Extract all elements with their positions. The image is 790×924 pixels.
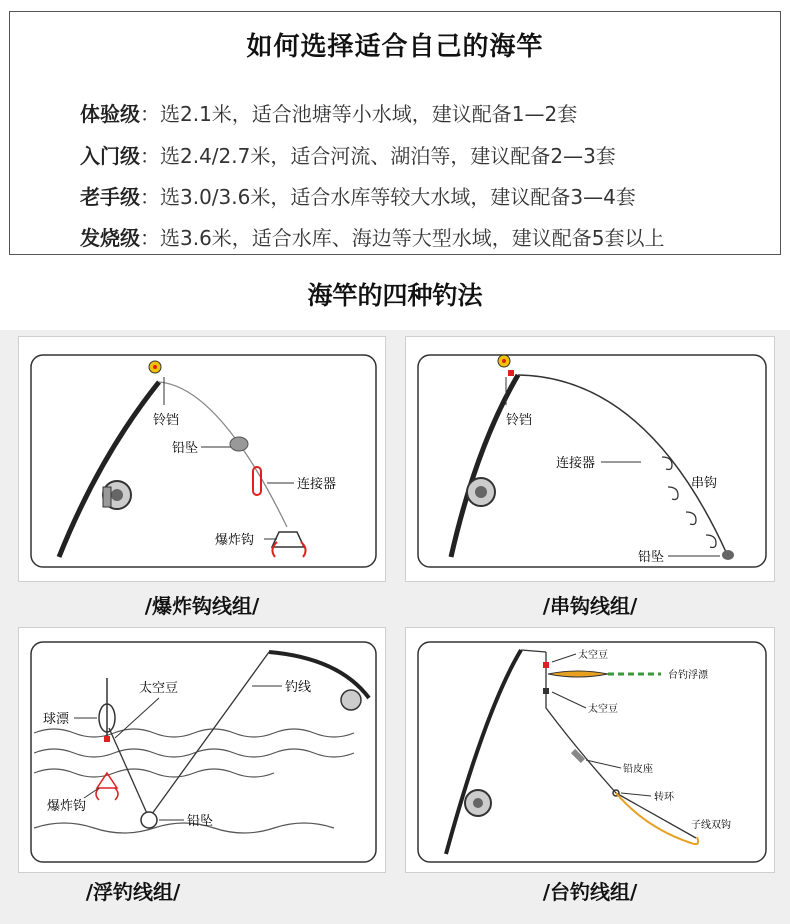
level-row-enthusiast <box>80 222 665 251</box>
bean-dot <box>104 736 110 742</box>
label-float: 台钓浮漂 <box>668 670 708 681</box>
intro-box <box>9 11 781 255</box>
level-desc: 选3.6米，适合水库、海边等大型水域，建议配备5套以上 <box>160 226 665 250</box>
leader-bean-top <box>552 654 576 662</box>
reel-icon <box>465 790 491 816</box>
sinker-icon <box>722 550 734 560</box>
label-hook: 串钩 <box>691 476 718 491</box>
explosive-rig-diagram <box>19 337 387 583</box>
bell-icon <box>498 355 510 367</box>
level-name: 发烧级 <box>80 226 140 250</box>
label-bell: 铃铛 <box>506 413 533 428</box>
methods-title: 海竿的四种钓法 <box>307 281 483 310</box>
label-bean-top: 太空豆 <box>578 650 608 661</box>
rod <box>446 650 521 854</box>
leader-swivel <box>621 793 651 796</box>
caption-float: /浮钓线组/ <box>85 880 181 904</box>
rod <box>451 375 518 557</box>
label-connector: 连接器 <box>297 477 337 492</box>
fishing-line <box>149 652 269 818</box>
reel-icon <box>103 481 131 509</box>
table-float-icon <box>548 671 661 677</box>
ball-float-icon <box>99 678 115 738</box>
sinker-icon <box>230 437 248 451</box>
caption-table: /台钓线组/ <box>542 880 638 904</box>
bean-top-icon <box>543 662 549 668</box>
level-desc: 选3.0/3.6米，适合水库等较大水域，建议配备3—4套 <box>160 185 636 209</box>
caption-explosive: /爆炸钩线组/ <box>144 594 260 618</box>
float-rig-diagram <box>19 628 387 874</box>
label-double-hook: 子线双钩 <box>691 820 731 831</box>
diagram-frame <box>31 642 376 862</box>
bean-bottom-icon <box>543 688 549 694</box>
label-line: 钓线 <box>285 680 312 695</box>
label-bean: 太空豆 <box>139 681 179 696</box>
methods-gallery <box>0 330 790 924</box>
level-colon: ： <box>140 102 160 126</box>
diagram-frame <box>31 355 376 567</box>
level-row-beginner <box>80 140 616 169</box>
label-sinker: 铅坠 <box>638 550 665 565</box>
level-colon: ： <box>140 144 160 168</box>
label-bean-bottom: 太空豆 <box>588 704 618 715</box>
label-sinker: 铅坠 <box>187 814 214 829</box>
leader-bean-bottom <box>552 692 586 708</box>
panel-table-fishing <box>405 627 775 873</box>
level-colon: ： <box>140 185 160 209</box>
label-connector: 连接器 <box>556 456 596 471</box>
table-rig-diagram <box>406 628 776 874</box>
lead-seat-icon <box>571 749 585 763</box>
level-name: 入门级 <box>80 144 140 168</box>
level-name: 体验级 <box>80 102 140 126</box>
label-hook: 爆炸钩 <box>47 799 87 814</box>
level-colon: ： <box>140 226 160 250</box>
label-sinker: 铅坠 <box>172 441 199 456</box>
label-hook: 爆炸钩 <box>215 533 255 548</box>
rod <box>59 382 159 557</box>
level-row-trial <box>80 98 577 127</box>
explosive-hook-icon <box>272 532 306 557</box>
reel-icon <box>341 690 361 710</box>
panel-explosive-hook <box>18 336 386 582</box>
caption-string: /串钩线组/ <box>542 594 638 618</box>
panel-string-hook <box>405 336 775 582</box>
level-desc: 选2.1米，适合池塘等小水域，建议配备1—2套 <box>160 102 578 126</box>
fishing-line <box>518 375 726 552</box>
bell-icon <box>149 361 161 373</box>
sinker-icon <box>141 812 157 828</box>
rod-tip-line <box>521 650 546 652</box>
level-name: 老手级 <box>80 185 140 209</box>
reel-icon <box>467 478 495 506</box>
label-lead-seat: 铅皮座 <box>623 764 653 775</box>
label-float: 球漂 <box>43 712 70 727</box>
label-swivel: 转环 <box>654 792 674 803</box>
label-bell: 铃铛 <box>153 413 180 428</box>
hooks-icon <box>662 457 716 548</box>
panel-float <box>18 627 386 873</box>
level-row-veteran <box>80 181 636 210</box>
level-desc: 选2.4/2.7米，适合河流、湖泊等，建议配备2—3套 <box>160 144 616 168</box>
connector-dot <box>508 370 514 376</box>
intro-title: 如何选择适合自己的海竿 <box>246 32 544 62</box>
string-rig-diagram <box>406 337 776 583</box>
